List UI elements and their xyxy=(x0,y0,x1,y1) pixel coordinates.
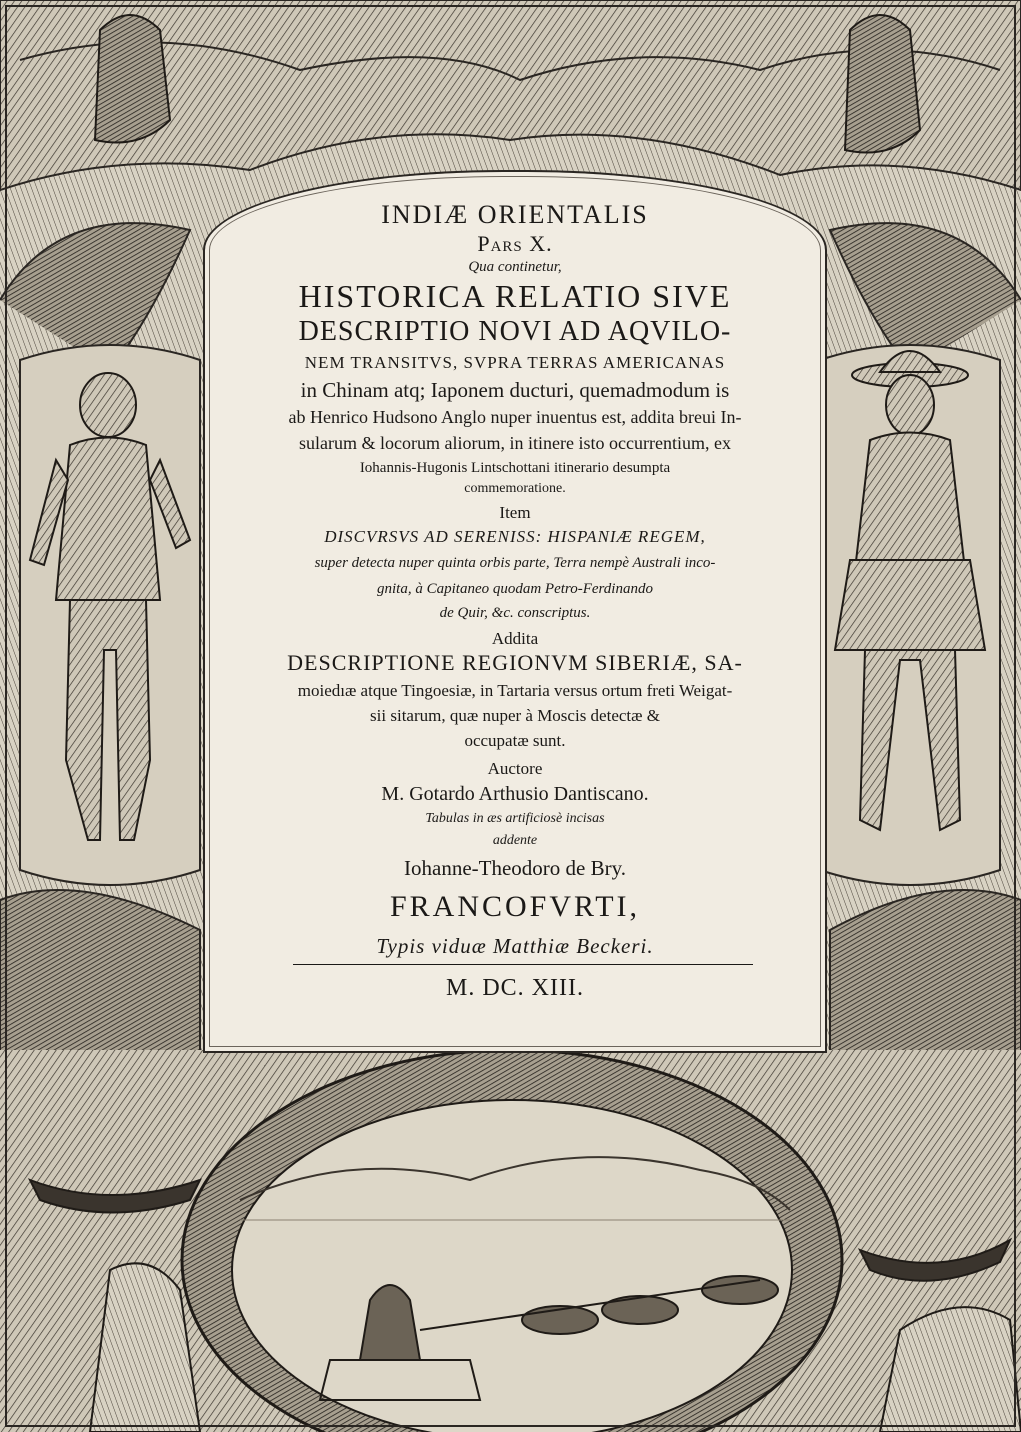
heading-line: HISTORICA RELATIO SIVE xyxy=(298,278,732,314)
text-line: Item xyxy=(499,503,531,522)
text-line: Addita xyxy=(491,629,539,648)
title-line: INDIÆ ORIENTALIS xyxy=(381,200,649,229)
author-line: M. Gotardo Arthusio Dantiscano. xyxy=(381,783,649,805)
text-line: Tabulas in æs artificiosè incisas xyxy=(425,811,605,826)
engraver-line: Iohanne-Theodoro de Bry. xyxy=(404,856,626,880)
heading-line: DESCRIPTIO NOVI AD AQVILO- xyxy=(298,316,732,347)
text-line: gnita, à Capitaneo quodam Petro-Ferdinando xyxy=(377,581,653,597)
title-tablet xyxy=(203,170,827,1053)
text-line: addente xyxy=(492,833,538,848)
text-line: commemoratione. xyxy=(464,481,566,496)
heading-line: NEM TRANSITVS, SVPRA TERRAS AMERICANAS xyxy=(304,353,726,372)
part-line: Pars X. xyxy=(477,231,553,256)
printer-line: Typis viduæ Matthiæ Beckeri. xyxy=(376,934,654,958)
text-line: Auctore xyxy=(487,759,543,778)
heading-line: DESCRIPTIONE REGIONVM SIBERIÆ, SA- xyxy=(287,650,743,675)
place-line: FRANCOFVRTI, xyxy=(389,890,641,923)
rule-line xyxy=(293,964,753,965)
text-line: sii sitarum, quæ nuper à Moscis detectæ & xyxy=(370,706,660,725)
text-line: occupatæ sunt. xyxy=(464,731,566,750)
text-line: ab Henrico Hudsono Anglo nuper inuentus est, addita breui In- xyxy=(288,407,742,427)
heading-line: DISCVRSVS AD SERENISS: HISPANIÆ REGEM, xyxy=(324,527,706,546)
text-line: de Quir, &c. conscriptus. xyxy=(439,605,591,621)
date-line: M. DC. XIII. xyxy=(446,975,584,1001)
text-line: in Chinam atq; Iaponem ducturi, quemadmodum is xyxy=(300,378,730,402)
text-line: super detecta nuper quinta orbis parte, Terra nempè Australi inco- xyxy=(314,555,716,571)
text-line: Iohannis-Hugonis Lintschottani itinerario desumpta xyxy=(359,460,671,476)
text-line: Qua continetur, xyxy=(468,259,562,275)
text-line: moiedıæ atque Tingoesiæ, in Tartaria versus ortum freti Weigat- xyxy=(297,681,733,700)
text-line: sularum & locorum aliorum, in itinere isto occurrentium, ex xyxy=(299,433,731,453)
